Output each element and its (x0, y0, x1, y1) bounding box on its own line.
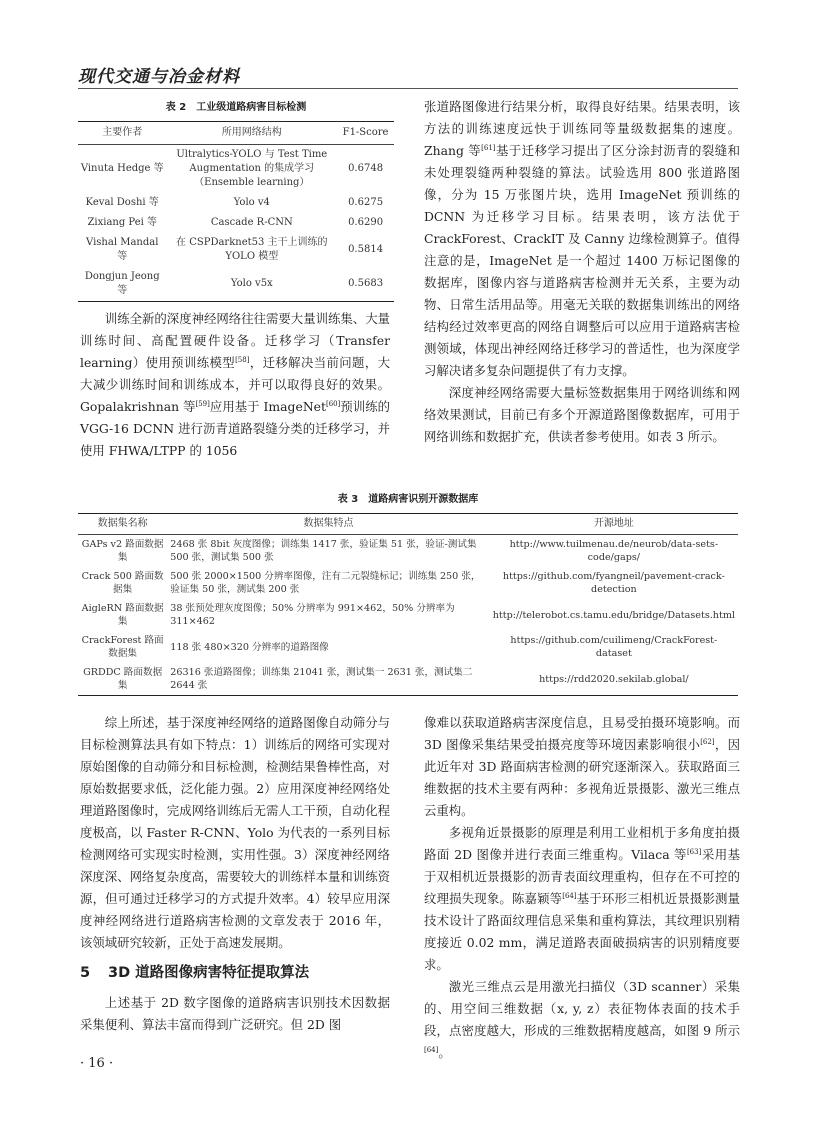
table-cell: 0.6275 (348, 197, 384, 208)
text-run: ，因此近年对 3D 路面病害检测的研究逐渐深入。获取路面三维数据的技术主要有两种：多视角近景摄影、激光三维点云重构。 (424, 737, 740, 818)
page-number: · 16 · (80, 1056, 114, 1071)
paragraph (424, 976, 740, 1064)
text-run: 张道路图像进行结果分析，取得良好结果。结果表明，该方法的训练速度远快于训练同等量级数据集的速度。Zhang 等 (424, 99, 740, 158)
table3-caption: 表 3 道路病害识别开源数据库 (337, 494, 479, 505)
text-run: 像难以获取道路病害深度信息，且易受拍摄环境影响。而 3D 图像采集结果受拍摄亮度等环境因素影响很小 (424, 715, 740, 752)
table-cell: AigleRN 路面数据集 (81, 603, 164, 627)
table2-grid (78, 121, 394, 302)
text-run: 多视角近景摄影的原理是利用工业相机于多角度拍摄路面 2D 图像并进行表面三维重构。Vilaca 等 (424, 825, 740, 862)
left-column-top (80, 308, 390, 462)
table-cell: Vishal Mandal 等 (86, 237, 159, 262)
text-run: 。 (438, 1045, 451, 1060)
table-cell: Yolo v4 (233, 197, 270, 208)
table-cell: Keval Doshi 等 (85, 197, 159, 208)
table-cell: 500 张 2000×1500 分辨率图像，注有二元裂缝标记；训练集 250 张，验证集 50 张，测试集 200 张 (170, 571, 481, 595)
paragraph (424, 822, 740, 976)
table-cell: 38 张预处理灰度图像；50% 分辨率为 991×462，50% 分辨率为 311×462 (170, 603, 455, 627)
table2-caption: 表 2 工业级道路病害目标检测 (165, 102, 307, 113)
paragraph (424, 712, 740, 822)
table-cell: 在 CSPDarknet53 主干上训练的 YOLO 模型 (176, 237, 328, 262)
text-run: 训练全新的深度神经网络往往需要大量训练集、大量训练时间、高配置硬件设备。迁移学习（Transfer learning）使用预训练模型 (80, 311, 390, 370)
table3-header: 开源地址 (490, 514, 738, 535)
table2-header: 主要作者 (78, 122, 166, 145)
table-cell: 0.6290 (348, 217, 384, 228)
dataset-link[interactable]: http://telerobot.cs.tamu.edu/bridge/Datasets.html (492, 609, 735, 621)
paragraph: 上述基于 2D 数字图像的道路病害识别技术因数据采集便利、算法丰富而得到广泛研究。但 2D 图 (80, 995, 390, 1032)
left-column-bottom (80, 712, 390, 1036)
citation[interactable]: [59] (195, 399, 210, 408)
table-row (78, 567, 738, 599)
table3-header: 数据集特点 (167, 514, 489, 535)
table-cell: GAPs v2 路面数据集 (81, 539, 164, 563)
right-column-top (424, 96, 740, 448)
dataset-link[interactable]: https://rdd2020.sekilab.global/ (539, 673, 689, 685)
text-run: 基于环形三相机近景摄影测量技术设计了路面纹理信息采集和重构算法，其纹理识别精度接近 0.02 mm，满足道路表面破损病害的识别精度要求。 (424, 891, 741, 972)
citation[interactable]: [60] (325, 399, 341, 408)
section-number: 5 (80, 965, 91, 981)
citation[interactable]: [61] (481, 143, 496, 152)
journal-title: 现代交通与冶金材料 (78, 67, 240, 87)
table-cell: 0.6748 (348, 163, 384, 174)
citation[interactable]: [63] (686, 847, 702, 856)
section-heading (80, 962, 390, 984)
citation[interactable]: [62] (700, 737, 715, 746)
text-run: 预训练的 VGG-16 DCNN 进行沥青道路裂缝分类的迁移学习，并使用 FHWA/LTPP 的 1056 (80, 399, 391, 458)
text-run: 采用基于双相机近景摄影的沥青表面纹理重构，但存在不可控的纹理损失现象。陈嘉颖等 (424, 847, 740, 906)
table-cell: Zixiang Pei 等 (87, 217, 157, 228)
paragraph: 深度神经网络需要大量标签数据集用于网络训练和网络效果测试，目前已有多个开源道路图像数据库，可用于网络训练和数据扩充，供读者参考使用。如表 3 所示。 (424, 385, 740, 444)
table-cell: Cascade R-CNN (210, 217, 293, 228)
table-cell: Yolo v5x (230, 278, 273, 289)
table-cell: 0.5683 (348, 278, 384, 289)
table2-header: F1-Score (337, 122, 394, 145)
right-column-bottom (424, 712, 740, 1064)
paragraph: 综上所述，基于深度神经网络的道路图像自动筛分与目标检测算法具有如下特点：1）训练后的网络可实现对原始图像的自动筛分和目标检测，检测结果鲁棒性高，对原始数据要求低，泛化能力强。2）应用深度神经网络处理道路图像时，完成网络训练后无需人工干预，自动化程度极高，以 Faster R-CNN、Yolo 为代表的一系列目标检测网络可实现实时检测，实用性强。3）深度神经网络深度深、网络复杂度高，需要较大的训练样本量和训练资源，但可通过迁移学习的方式提升效率。4）较早应用深度神经网络进行道路病害检测的文章发表于 2016 年，该领域研究较新，正处于高速发展期。 (80, 715, 390, 950)
table-cell: Crack 500 路面数据集 (81, 571, 164, 595)
section-title: 3D 道路图像病害特征提取算法 (108, 965, 310, 981)
table-row (78, 267, 394, 302)
table-cell: GRDDC 路面数据集 (83, 667, 163, 691)
table3 (78, 490, 738, 696)
table-row (78, 535, 738, 568)
table-row (78, 145, 394, 194)
dataset-link[interactable]: https://github.com/cuilimeng/CrackForest-dataset (510, 635, 718, 659)
table-row (78, 233, 394, 267)
table3-grid (78, 513, 738, 696)
text-run: ，迁移解决当前问题，大大减少训练时间和训练成本，并可以取得良好的效果。Gopalakrishnan 等 (80, 355, 391, 414)
table-cell: 2468 张 8bit 灰度图像；训练集 1417 张，验证集 51 张，验证-测试集 500 张，测试集 500 张 (170, 539, 477, 563)
table-cell: CrackForest 路面数据集 (81, 635, 164, 659)
paragraph (424, 96, 740, 382)
text-run: 基于迁移学习提出了区分涂封沥青的裂缝和未处理裂缝两种裂缝的算法。试验选用 800 张道路图像，分为 15 万张图片块，选用 ImageNet 预训练的 DCNN 为迁移学习目标。结果表明，该方法优于 CrackForest、CrackIT 及 Canny 边缘检测算子。值得注意的是，ImageNet 是一个超过 1400 万标记图像的数据库，图像内容与道路病害检测并无关系，主要为动物、日常生活用品等。用毫无关联的数据集训练出的网络结构经过效率更高的网络自调整后可以应用于道路病害检测领域，体现出神经网络迁移学习的普适性，也为深度学习解决诸多复杂问题提供了有力支撑。 (424, 143, 741, 378)
table2 (78, 98, 394, 302)
text-run: 激光三维点云是用激光扫描仪（3D scanner）采集的、用空间三维数据（x, y, z）表征物体表面的技术手段，点密度越大，形成的三维数据精度越高，如图 9 所示 (424, 979, 740, 1038)
table-row (78, 663, 738, 696)
table3-header: 数据集名称 (78, 514, 167, 535)
table-row (78, 213, 394, 233)
table-cell: Ultralytics-YOLO 与 Test Time Augmentation 的集成学习（Ensemble learning） (176, 149, 328, 188)
table-cell: Vinuta Hedge 等 (80, 163, 164, 174)
table-row (78, 193, 394, 213)
dataset-link[interactable]: https://github.com/fyangneil/pavement-crack-detection (502, 571, 725, 595)
table-cell: 0.5814 (348, 244, 384, 255)
paragraph (80, 308, 390, 462)
table-row (78, 599, 738, 631)
citation[interactable]: [64] (424, 1045, 439, 1054)
table-cell: Dongjun Jeong 等 (84, 271, 160, 296)
table-cell: 118 张 480×320 分辨率的道路图像 (170, 641, 329, 653)
citation[interactable]: [58] (235, 355, 250, 364)
text-run: 应用基于 ImageNet (209, 399, 326, 414)
header-rule (78, 88, 738, 89)
citation[interactable]: [64] (562, 891, 577, 900)
table-row (78, 631, 738, 663)
dataset-link[interactable]: http://www.tuilmenau.de/neurob/data-sets-code/gaps/ (509, 539, 719, 563)
table-cell: 26316 张道路图像；训练集 21041 张，测试集一 2631 张，测试集二 2644 张 (170, 667, 473, 691)
table2-header: 所用网络结构 (166, 122, 337, 145)
